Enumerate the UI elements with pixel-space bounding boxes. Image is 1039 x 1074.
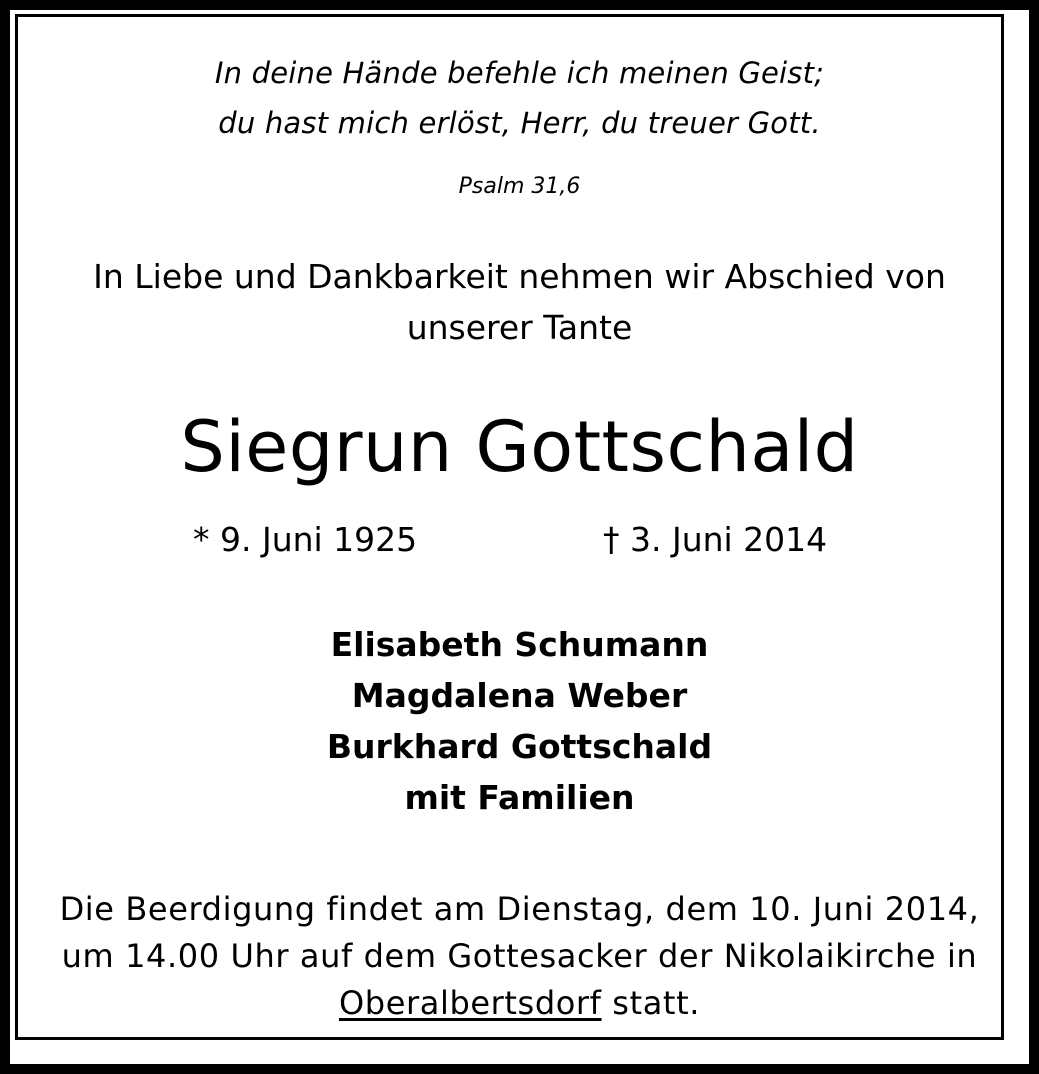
funeral-line-3 (0, 984, 1039, 1022)
funeral-line-2: um 14.00 Uhr auf dem Gottesacker der Nikolaikirche in (61, 937, 978, 975)
psalm-reference: Psalm 31,6 (458, 174, 581, 199)
intro-line-1: In Liebe und Dankbarkeit nehmen wir Abschied von (93, 257, 946, 296)
funeral-place: Oberalbertsdorf (339, 984, 602, 1022)
funeral-line-1: Die Beerdigung findet am Dienstag, dem 10. Juni 2014, (59, 890, 980, 928)
relative-3: Burkhard Gottschald (326, 727, 713, 766)
relative-1: Elisabeth Schumann (330, 625, 709, 664)
relatives-families: mit Familien (404, 778, 635, 817)
death-date: † 3. Juni 2014 (603, 520, 828, 559)
deceased-name: Siegrun Gottschald (180, 406, 859, 488)
funeral-suffix: statt. (601, 984, 700, 1022)
verse-line-1: In deine Hände befehle ich meinen Geist; (214, 56, 825, 90)
relative-2: Magdalena Weber (351, 676, 688, 715)
intro-line-2: unserer Tante (406, 308, 633, 347)
birth-date: * 9. Juni 1925 (193, 520, 418, 559)
life-dates (0, 520, 1039, 564)
verse-line-2: du hast mich erlöst, Herr, du treuer Gott. (218, 106, 821, 140)
